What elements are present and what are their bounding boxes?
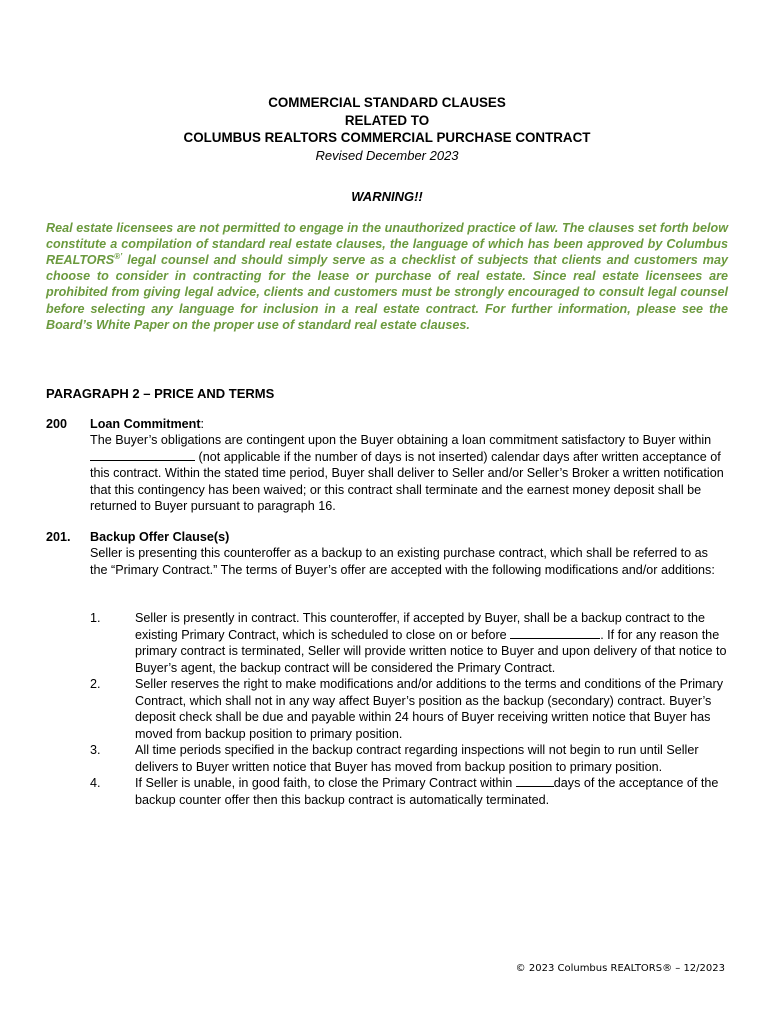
clause-201-number: 201.: [46, 529, 71, 544]
document-title: [46, 94, 728, 147]
clause-201-text: Seller is presenting this counteroffer as a backup to an existing purchase contract, which shall be referred to as the “Primary Contract.” The terms of Buyer’s offer are accepted with the following modifications and/or additions:: [90, 546, 715, 577]
list-item-text-b: . If for any reason the primary contract is terminated, Seller will provide written notice to Buyer and upon delivery of that notice to Buyer’s agent, the backup contract will be considered the Primary Contract.: [135, 627, 727, 675]
list-item-number: 2.: [90, 677, 101, 692]
revised-date: Revised December 2023: [315, 147, 459, 163]
close-date-blank-field[interactable]: [510, 627, 600, 639]
list-item-number: 4.: [90, 776, 101, 791]
days-blank-field[interactable]: [90, 449, 195, 461]
list-item-text: [135, 610, 728, 676]
list-item-text-a: Seller is presently in contract. This counteroffer, if accepted by Buyer, shall be a backup contract to the existing Primary Contract, which is scheduled to close on or before: [135, 611, 706, 642]
title-line-1: COMMERCIAL STANDARD CLAUSES: [268, 95, 506, 110]
list-item: [90, 775, 728, 808]
title-line-3: COLUMBUS REALTORS COMMERCIAL PURCHASE CONTRACT: [183, 130, 591, 145]
registered-mark: ®’: [114, 251, 123, 261]
list-item-text-a: If Seller is unable, in good faith, to close the Primary Contract within: [135, 776, 516, 791]
backup-offer-list: [90, 610, 728, 808]
title-line-2: RELATED TO: [344, 112, 430, 128]
list-item: [90, 742, 728, 775]
list-item-text: All time periods specified in the backup contract regarding inspections will not begin to run until Seller delivers to Buyer written notice that Buyer has moved from backup position to primary position.: [135, 743, 699, 774]
clause-201-title: Backup Offer Clause(s): [90, 529, 230, 544]
list-item-number: 1.: [90, 611, 101, 626]
clause-200-colon: :: [200, 416, 205, 431]
clause-200-title-text: Loan Commitment: [90, 416, 201, 431]
document-page: [46, 94, 728, 808]
warning-text: [46, 220, 728, 333]
list-item-text: Seller reserves the right to make modifications and/or additions to the terms and conditions of the Primary Contract, which shall not in any way affect Buyer’s position as the backup (secondary) contract. Buyer’s deposit check shall be due and payable within 24 hours of Buyer receiving written notice that Buyer has moved from backup position to primary position.: [135, 677, 723, 741]
clause-201: [46, 529, 728, 579]
clause-201-body: [90, 529, 728, 579]
copyright-footer: © 2023 Columbus REALTORS® – 12/2023: [515, 963, 725, 974]
clause-200-text-a: The Buyer’s obligations are contingent upon the Buyer obtaining a loan commitment satisfactory to Buyer within: [90, 433, 712, 448]
warning-text-part-2: legal counsel and should simply serve as a checklist of subjects that clients and customers may choose to consider in contracting for the lease or purchase of real estate. Since real estate licensees are prohibited from giving legal advice, clients and customers must be strongly encouraged to consult legal counsel before selecting any language for inclusion in a real estate contract. For further information, please see the Board’s White Paper on the proper use of standard real estate clauses.: [46, 252, 728, 332]
warning-title: WARNING!!: [351, 188, 423, 204]
clause-200: [46, 416, 728, 515]
list-item-number: 3.: [90, 743, 101, 758]
clause-200-number: 200: [46, 416, 68, 431]
clause-200-title: [90, 416, 728, 433]
clause-200-body: [90, 416, 728, 515]
clause-200-text: [90, 432, 728, 515]
list-item: [90, 676, 728, 742]
warning-text-part-1: Real estate licensees are not permitted to engage in the unauthorized practice of law. The clauses set forth below constitute a compilation of standard real estate clauses, the language of which has been approved by Columbus REALTORS: [46, 220, 728, 267]
list-item-text-b: days of the acceptance of the backup counter offer then this backup contract is automatically terminated.: [135, 776, 719, 807]
paragraph-2-heading: PARAGRAPH 2 – PRICE AND TERMS: [46, 385, 275, 401]
clause-200-text-b: (not applicable if the number of days is not inserted) calendar days after written acceptance of this contract. Within the stated time period, Buyer shall deliver to Seller and/or Seller’s Broker a written notification that this contingency has been waived; or this contract shall terminate and the earnest money deposit shall be returned to Buyer pursuant to paragraph 16.: [90, 449, 724, 514]
list-item-text: [135, 775, 728, 808]
days-count-blank-field[interactable]: [516, 775, 554, 787]
list-item: [90, 610, 728, 676]
